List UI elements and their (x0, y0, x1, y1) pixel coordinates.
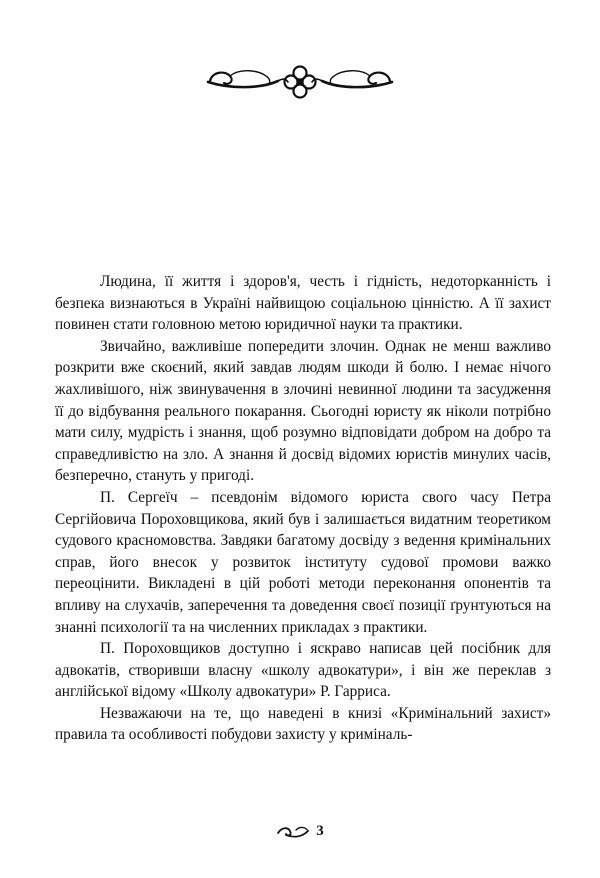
flourish-divider-icon (200, 62, 400, 102)
paragraph: П. Пороховщиков доступно і яскраво написав цей посібник для адвокатів, створивши власну «школу адвокатури», і він же переклав з англійської відому «Школу адвокатури» Р. Гарриса. (55, 640, 551, 701)
page-footer (0, 823, 600, 840)
footer-flourish-icon (276, 825, 310, 839)
body-text (55, 271, 551, 746)
paragraph: Незважаючи на те, що наведені в книзі «Кримінальний захист» правила та особливості побудови захисту у криміналь- (55, 704, 551, 744)
paragraph: Людина, її життя і здоров'я, честь і гідність, недоторканність і безпека визнаються в Україні найвищою соціальною цінністю. А її захист повинен стати головною метою юридичної науки та практики. (55, 273, 551, 334)
paragraph: Звичайно, важливіше попередити злочин. Однак не менш важливо розкрити вже скоєний, який завдав людям шкоди й болю. І немає нічого жахливішого, ніж звинувачення в злочині невинної людини та засудження її до відбування реального покарання. Сьогодні юристу як ніколи потрібно мати силу, мудрість і знання, щоб розумно відповідати добром на добро та справедливістю на зло. А знання й досвід відомих юристів минулих часів, безперечно, стануть у пригоді. (55, 337, 551, 485)
paragraph: П. Сергеїч – псевдонім відомого юриста свого часу Петра Сергійовича Пороховщикова, який був і залишається видатним теоретиком судового красномовства. Завдяки багатому досвіду з ведення кримінальних справ, його внесок у розвиток інституту судової промови важко переоцінити. Викладені в цій роботі методи переконання опонентів та впливу на слухачів, заперечення та доведення своєї позиції ґрунтуються на знанні психології та на численних прикладах з практики. (55, 488, 551, 636)
page-number: 3 (316, 823, 324, 839)
